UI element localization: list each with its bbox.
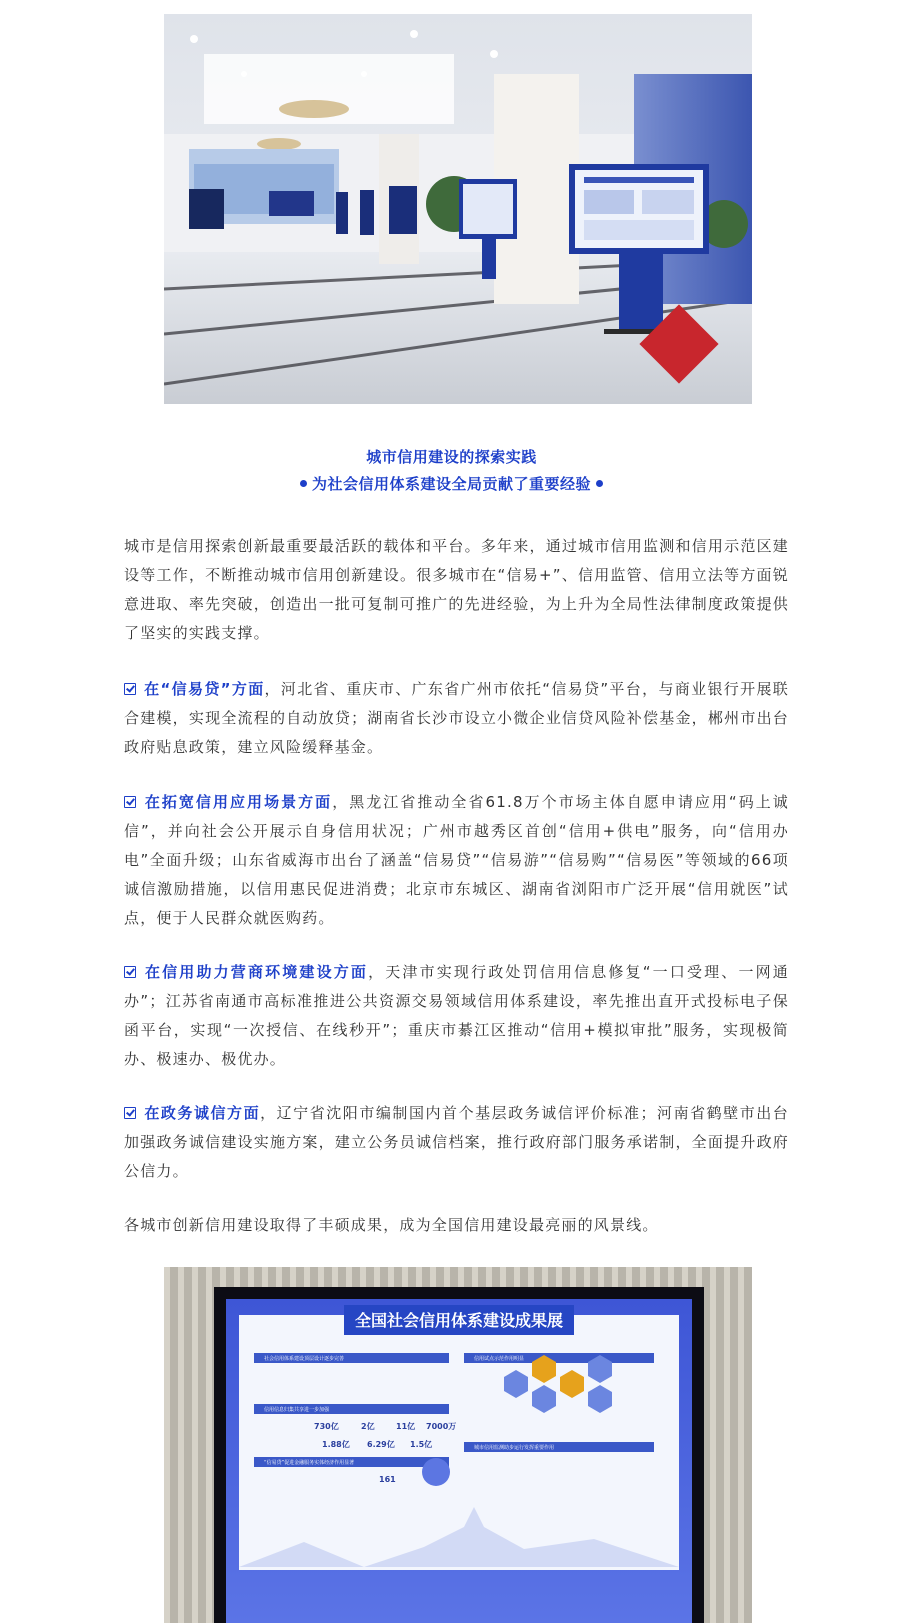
- figure-value: 1.5亿: [410, 1440, 433, 1449]
- outro-paragraph: 各城市创新信用建设取得了丰硕成果，成为全国信用建设最亮丽的风景线。: [124, 1216, 659, 1234]
- figure-value: 2亿: [361, 1422, 375, 1431]
- section-heading-line1: 城市信用建设的探索实践: [366, 448, 537, 466]
- panel-label: 信用信息归集共享进一步加强: [264, 1407, 330, 1413]
- section-title: 在“信易贷”方面: [144, 680, 265, 698]
- checkbox-icon: [124, 796, 136, 808]
- screen-title: 全国社会信用体系建设成果展: [354, 1311, 564, 1330]
- section-title: 在信用助力营商环境建设方面: [144, 963, 369, 981]
- checkbox-icon: [124, 1107, 136, 1119]
- section-paragraph-loan: [124, 675, 789, 762]
- checkbox-icon: [124, 683, 136, 695]
- figure-value: 730亿: [314, 1422, 339, 1431]
- section-paragraph-business: [124, 958, 789, 1074]
- checkbox-icon: [124, 966, 136, 978]
- section-paragraph-scenarios: [124, 788, 789, 933]
- exhibition-hall-illustration: [164, 14, 752, 404]
- figure-value: 161: [379, 1475, 396, 1484]
- panel-label: 城市信用监测助步运行发挥重要作用: [474, 1445, 555, 1451]
- section-heading-line2: [0, 473, 903, 494]
- display-screen-illustration: [164, 1267, 752, 1623]
- figure-value: 6.29亿: [367, 1440, 395, 1449]
- section-body: ，辽宁省沈阳市编制国内首个基层政务诚信评价标准；河南省鹤壁市出台加强政务诚信建设实施方案，建立公务员诚信档案，推行政府部门服务承诺制，全面提升政府公信力。: [124, 1104, 789, 1180]
- section-title: 在政务诚信方面: [144, 1104, 261, 1122]
- section-body: ，黑龙江省推动全省61.8万个市场主体自愿申请应用“码上诚信”，并向社会公开展示自身信用状况；广州市越秀区首创“信用+供电”服务，向“信用办电”全面升级；山东省威海市出台了涵盖“信易贷”“信易游”“信易购”“信易医”等领域的66项诚信激励措施，以信用惠民促进消费；北京市东城区、湖南省浏阳市广泛开展“信用就医”试点，便于人民群众就医购药。: [124, 793, 789, 927]
- bullet-dot-icon: [300, 480, 307, 487]
- intro-paragraph: 城市是信用探索创新最重要最活跃的载体和平台。多年来，通过城市信用监测和信用示范区建设等工作，不断推动城市信用创新建设。很多城市在“信易+”、信用监管、信用立法等方面锐意进取、率先突破，创造出一批可复制可推广的先进经验，为上升为全局性法律制度政策提供了坚实的实践支撑。: [124, 537, 789, 642]
- figure-value: 11亿: [396, 1422, 416, 1431]
- section-body: ，天津市实现行政处罚信用信息修复“一口受理、一网通办”；江苏省南通市高标准推进公共资源交易领域信用体系建设，率先推出直开式投标电子保函平台，实现“一次授信、在线秒开”；重庆市綦江区推动“信用+模拟审批”服务，实现极简办、极速办、极优办。: [124, 963, 789, 1068]
- figure-value: 1.88亿: [322, 1440, 350, 1449]
- bullet-dot-icon: [596, 480, 603, 487]
- panel-label: 社会信用体系建设顶层设计逐步完善: [264, 1356, 345, 1362]
- section-body: ，河北省、重庆市、广东省广州市依托“信易贷”平台，与商业银行开展联合建模，实现全流程的自动放贷；湖南省长沙市设立小微企业信贷风险补偿基金，郴州市出台政府贴息政策，建立风险缓释基金。: [124, 680, 789, 756]
- display-screen-photo: [164, 1267, 752, 1623]
- section-paragraph-government: [124, 1099, 789, 1186]
- figure-value: 7000万: [426, 1422, 457, 1431]
- exhibition-hall-photo: [164, 14, 752, 404]
- section-title: 在拓宽信用应用场景方面: [144, 793, 333, 811]
- section-heading-line2-text: 为社会信用体系建设全局贡献了重要经验: [311, 475, 591, 493]
- panel-label: 信用试点示范作用明显: [474, 1356, 525, 1362]
- panel-label: “信易贷”促进金融服务实体经济作用显著: [264, 1460, 355, 1466]
